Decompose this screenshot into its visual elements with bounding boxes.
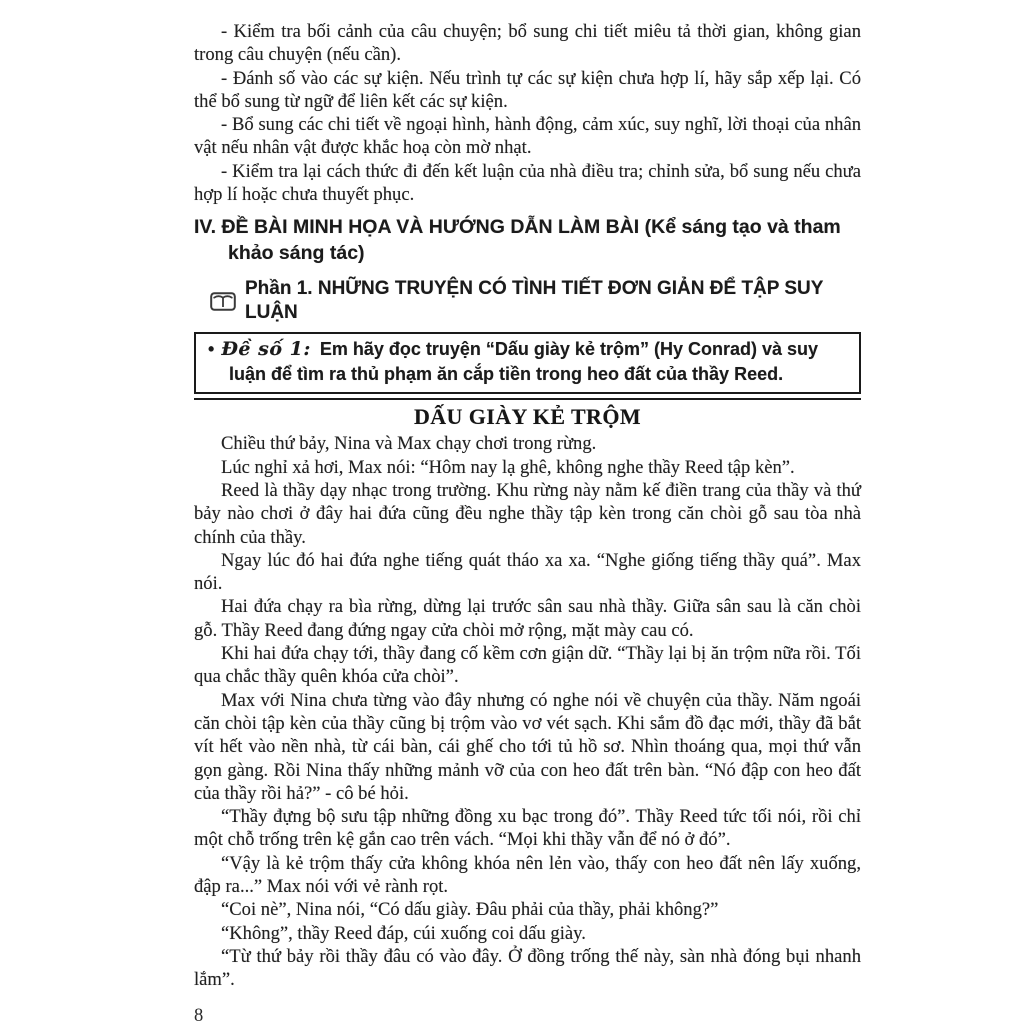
story-paragraph: Chiều thứ bảy, Nina và Max chạy chơi trong rừng. — [221, 433, 597, 455]
intro-bullet: - Bổ sung các chi tiết về ngoại hình, hành động, cảm xúc, suy nghĩ, lời thoại của nhân vật nếu nhân vật được khắc hoạ còn mờ nhạt. — [194, 114, 861, 159]
story-paragraph: Hai đứa chạy ra bìa rừng, dừng lại trước sân sau nhà thầy. Giữa sân sau là căn chòi gỗ. Thầy Reed đang đứng ngay cửa chòi mở rộng, mặt mày cau có. — [194, 596, 861, 641]
story-paragraph: Khi hai đứa chạy tới, thầy đang cố kềm cơn giận dữ. “Thầy lại bị ăn trộm nữa rồi. Tối qua chắc thầy quên khóa cửa chòi”. — [194, 643, 861, 688]
page-number: 8 — [194, 1005, 204, 1026]
intro-bullet: - Đánh số vào các sự kiện. Nếu trình tự các sự kiện chưa hợp lí, hãy sắp xếp lại. Có thể bổ sung từ ngữ để liên kết các sự kiện. — [194, 67, 861, 112]
exercise-label: Đề số 1: — [221, 338, 311, 361]
story-paragraph: Reed là thầy dạy nhạc trong trường. Khu rừng này nằm kế điền trang của thầy và thứ bảy nào chơi ở đây hai đứa cũng đều nghe thầy tập kèn trong căn chòi gỗ sau tòa nhà chính của thầy. — [194, 479, 861, 548]
story-paragraph: “Từ thứ bảy rồi thầy đâu có vào đây. Ở đồng trống thế này, sàn nhà đóng bụi nhanh lắm”. — [194, 945, 861, 991]
exercise-text: Em hãy đọc truyện “Dấu giày kẻ trộm” (Hy Conrad) và suy luận để tìm ra thủ phạm ăn cắp tiền trong heo đất của thầy Reed. — [229, 339, 818, 385]
intro-checklist — [194, 20, 861, 206]
part-heading-label: Phần 1. NHỮNG TRUYỆN CÓ TÌNH TIẾT ĐƠN GIẢN ĐỂ TẬP SUY LUẬN — [245, 278, 824, 324]
page-content — [194, 20, 861, 1027]
story-paragraph: Ngay lúc đó hai đứa nghe tiếng quát tháo xa xa. “Nghe giống tiếng thầy quá”. Max nói. — [194, 549, 861, 595]
exercise-box — [194, 332, 861, 394]
story-title: DẤU GIÀY KẺ TRỘM — [413, 404, 642, 430]
intro-bullet: - Kiểm tra lại cách thức đi đến kết luận của nhà điều tra; chỉnh sửa, bổ sung nếu chưa hợp lí hoặc chưa thuyết phục. — [194, 160, 861, 206]
exercise-prompt — [208, 337, 847, 387]
section-heading: IV. ĐỀ BÀI MINH HỌA VÀ HƯỚNG DẪN LÀM BÀI (Kể sáng tạo và tham khảo sáng tác) — [194, 216, 841, 265]
story-paragraph: “Không”, thầy Reed đáp, cúi xuống coi dấu giày. — [221, 922, 586, 944]
part-heading — [210, 277, 861, 325]
story-paragraph: Lúc nghỉ xả hơi, Max nói: “Hôm nay lạ ghê, không nghe thầy Reed tập kèn”. — [221, 456, 795, 478]
story-body — [194, 432, 861, 991]
open-book-icon — [210, 292, 236, 311]
story-paragraph: “Coi nè”, Nina nói, “Có dấu giày. Đâu phải của thầy, phải không?” — [221, 899, 719, 921]
intro-bullet: - Kiểm tra bối cảnh của câu chuyện; bổ sung chi tiết miêu tả thời gian, không gian trong câu chuyện (nếu cần). — [194, 21, 861, 66]
horizontal-rule — [194, 398, 861, 400]
story-paragraph: “Vậy là kẻ trộm thấy cửa không khóa nên lẻn vào, thấy con heo đất nên lấy xuống, đập ra...” Max nói với vẻ rành rọt. — [194, 852, 861, 898]
story-paragraph: Max với Nina chưa từng vào đây nhưng có nghe nói về chuyện của thầy. Năm ngoái căn chòi tập kèn của thầy cũng bị trộm vào vơ vét sạch. Khi sắm đồ đạc mới, thầy đã bắt vít hết vào nền nhà, từ cái bàn, cái ghế cho tới tủ hồ sơ. Nhìn thoáng qua, mọi thứ vẫn gọn gàng. Rồi Nina thấy những mảnh vỡ của con heo đất trên bàn. “Nó đập con heo đất của thầy rồi hả?” - cô bé hỏi. — [194, 689, 861, 804]
story-paragraph: “Thầy đựng bộ sưu tập những đồng xu bạc trong đó”. Thầy Reed tức tối nói, rồi chỉ một chỗ trống trên kệ gắn cao trên vách. “Mọi khi thầy vẫn để nó ở đó”. — [194, 806, 861, 851]
bullet-marker: • — [208, 339, 215, 360]
